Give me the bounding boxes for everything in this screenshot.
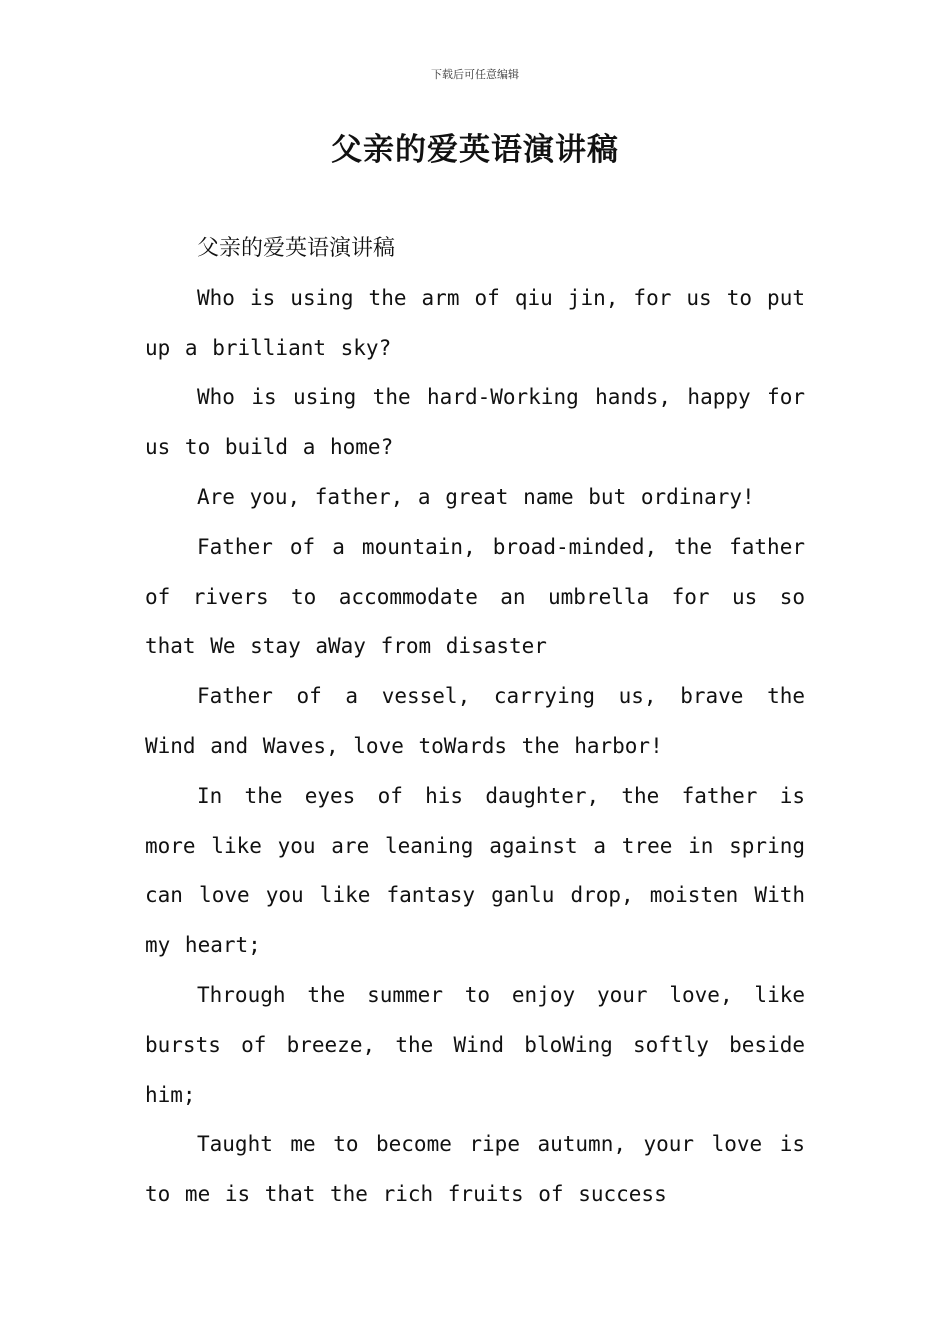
header-note: 下载后可任意编辑 <box>431 68 519 81</box>
subtitle-paragraph: 父亲的爱英语演讲稿 <box>197 236 396 261</box>
paragraph: Through the summer to enjoy your love, like bursts of breeze, the Wind bloWing softly beside him; <box>145 982 805 1107</box>
paragraph: Are you, father, a great name but ordinary! <box>197 484 755 509</box>
document-body <box>145 224 805 1220</box>
paragraph: Father of a mountain, broad-minded, the father of rivers to accommodate an umbrella for us so that We stay aWay from disaster <box>145 534 805 659</box>
paragraph: In the eyes of his daughter, the father is more like you are leaning against a tree in spring can love you like fantasy ganlu drop, moisten With my heart; <box>145 783 805 958</box>
paragraph: Taught me to become ripe autumn, your love is to me is that the rich fruits of success <box>145 1132 805 1207</box>
paragraph: Father of a vessel, carrying us, brave the Wind and Waves, love toWards the harbor! <box>145 684 805 758</box>
paragraph: Who is using the arm of qiu jin, for us to put up a brilliant sky? <box>145 285 805 360</box>
document-title: 父亲的爱英语演讲稿 <box>331 132 619 168</box>
paragraph: Who is using the hard-Working hands, happy for us to build a home? <box>145 385 805 460</box>
